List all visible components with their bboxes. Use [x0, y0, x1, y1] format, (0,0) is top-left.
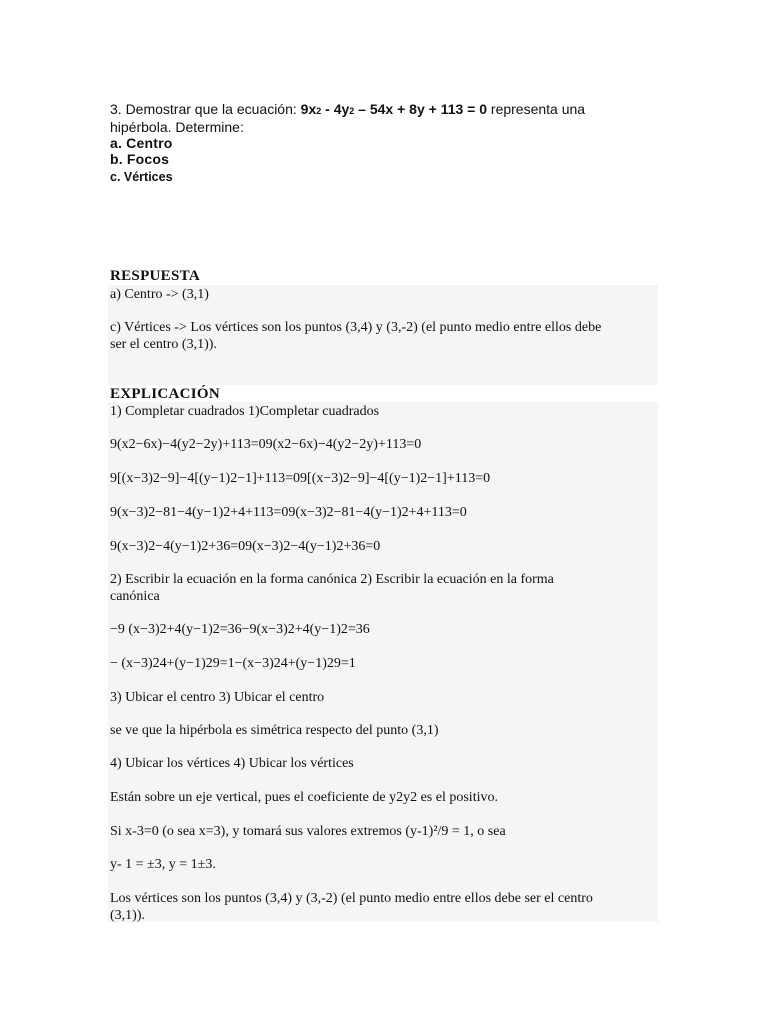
problem-line-1: [110, 101, 650, 119]
step-4-conclusion-line-1: Los vértices son los puntos (3,4) y (3,-2) (el punto medio entre ellos debe ser el centro: [110, 891, 593, 906]
equation: [301, 101, 487, 117]
equation-exponent-y: 2: [349, 106, 355, 116]
step-3-title: 3) Ubicar el centro 3) Ubicar el centro: [110, 690, 325, 705]
problem-line-2: hipérbola. Determine:: [110, 119, 244, 135]
step-4-text-3: y- 1 = ±3, y = 1±3.: [110, 857, 216, 872]
option-b: b. Focos: [110, 151, 170, 167]
respuesta-vertices-line-2: ser el centro (3,1)).: [110, 337, 217, 352]
step-1-equation-4: 9(x−3)2−4(y−1)2+36=09(x−3)2−4(y−1)2+36=0: [110, 539, 381, 554]
respuesta-vertices-line-1: c) Vértices -> Los vértices son los puntos (3,4) y (3,-2) (el punto medio entre ellos debe: [110, 320, 602, 335]
step-1-equation-1: 9(x2−6x)−4(y2−2y)+113=09(x2−6x)−4(y2−2y)+113=0: [110, 437, 422, 452]
step-2-title: 2) Escribir la ecuación en la forma canónica 2) Escribir la ecuación en la forma: [110, 572, 554, 587]
step-1-equation-3: 9(x−3)2−81−4(y−1)2+4+113=09(x−3)2−81−4(y−1)2+4+113=0: [110, 505, 467, 520]
equation-rest: – 54x + 8y + 113 = 0: [354, 101, 488, 117]
explicacion-heading: EXPLICACIÓN: [110, 386, 220, 402]
step-2-equation-1: −9 (x−3)2+4(y−1)2=36−9(x−3)2+4(y−1)2=36: [110, 622, 370, 637]
step-2-equation-2: − (x−3)24+(y−1)29=1−(x−3)24+(y−1)29=1: [110, 656, 356, 671]
step-4-text-1: Están sobre un eje vertical, pues el coeficiente de y2y2 es el positivo.: [110, 790, 498, 805]
respuesta-centro: a) Centro -> (3,1): [110, 287, 209, 302]
respuesta-heading: RESPUESTA: [110, 268, 200, 284]
step-4-title: 4) Ubicar los vértices 4) Ubicar los vértices: [110, 756, 354, 771]
step-1-equation-2: 9[(x−3)2−9]−4[(y−1)2−1]+113=09[(x−3)2−9]−4[(y−1)2−1]+113=0: [110, 471, 491, 486]
step-2-title-continued: canónica: [110, 589, 160, 604]
step-3-text: se ve que la hipérbola es simétrica respecto del punto (3,1): [110, 723, 439, 738]
option-c: c. Vértices: [110, 170, 173, 184]
equation-exponent-x: 2: [316, 106, 322, 116]
equation-term-x: 9x: [300, 101, 317, 117]
step-1-title: 1) Completar cuadrados 1)Completar cuadrados: [110, 404, 380, 419]
step-4-text-2: Si x-3=0 (o sea x=3), y tomará sus valores extremos (y-1)²/9 = 1, o sea: [110, 824, 506, 839]
step-4-conclusion-line-2: (3,1)).: [110, 908, 145, 923]
problem-intro-suffix: representa una: [487, 101, 586, 117]
problem-statement: [110, 101, 650, 185]
option-a: a. Centro: [110, 135, 173, 151]
equation-term-y: - 4y: [321, 101, 350, 117]
problem-intro: 3. Demostrar que la ecuación:: [110, 101, 301, 117]
